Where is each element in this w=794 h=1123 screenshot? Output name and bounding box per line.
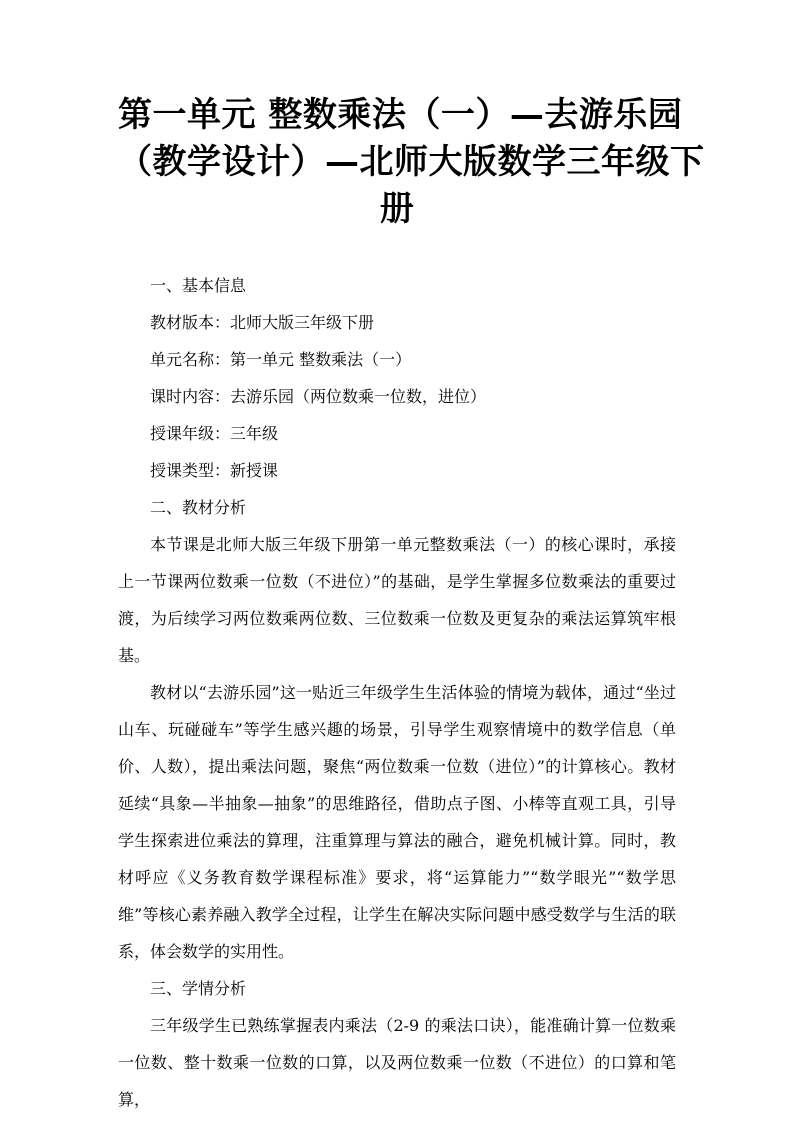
textbook-analysis-paragraph-1: 本节课是北师大版三年级下册第一单元整数乘法（一）的核心课时，承接上一节课两位数乘一位数（不进位）”的基础，是学生掌握多位数乘法的重要过渡，为后续学习两位数乘两位数、三位数乘一位数及更复杂的乘法运算筑牢根基。 xyxy=(118,535,676,665)
section-heading-learning-analysis: 三、学情分析 xyxy=(150,979,247,998)
title-line-2: （教学设计）—北师大版数学三年级下 xyxy=(118,142,705,182)
title-line-3: 册 xyxy=(379,189,415,229)
info-unit-name: 单元名称：第一单元 整数乘法（一） xyxy=(150,350,412,369)
info-lesson-content: 课时内容：去游乐园（两位数乘一位数，进位） xyxy=(150,387,487,406)
title-line-1: 第一单元 整数乘法（一）—去游乐园 xyxy=(118,95,683,135)
section-heading-basic-info: 一、基本信息 xyxy=(150,276,247,295)
document-title xyxy=(118,92,705,233)
info-grade: 授课年级：三年级 xyxy=(150,424,279,443)
learning-analysis-paragraph-1: 三年级学生已熟练掌握表内乘法（2-9 的乘法口诀），能准确计算一位数乘一位数、整十数乘一位数的口算，以及两位数乘一位数（不进位）的口算和笔算， xyxy=(118,1016,676,1109)
document-body xyxy=(118,267,676,1118)
info-lesson-type: 授课类型：新授课 xyxy=(150,461,279,480)
textbook-analysis-paragraph-2: 教材以“去游乐园”这一贴近三年级学生生活体验的情境为载体，通过“坐过山车、玩碰碰车”等学生感兴趣的场景，引导学生观察情境中的数学信息（单价、人数），提出乘法问题，聚焦“两位数乘一位数（进位）”的计算核心。教材延续“具象—半抽象—抽象”的思维路径，借助点子图、小棒等直观工具，引导学生探索进位乘法的算理，注重算理与算法的融合，避免机械计算。同时，教材呼应《义务教育数学课程标准》要求，将“运算能力”“数学眼光”“数学思维”等核心素养融入教学全过程，让学生在解决实际问题中感受数学与生活的联系，体会数学的实用性。 xyxy=(118,683,676,961)
info-textbook-version: 教材版本：北师大版三年级下册 xyxy=(150,313,375,332)
section-heading-textbook-analysis: 二、教材分析 xyxy=(150,498,247,517)
